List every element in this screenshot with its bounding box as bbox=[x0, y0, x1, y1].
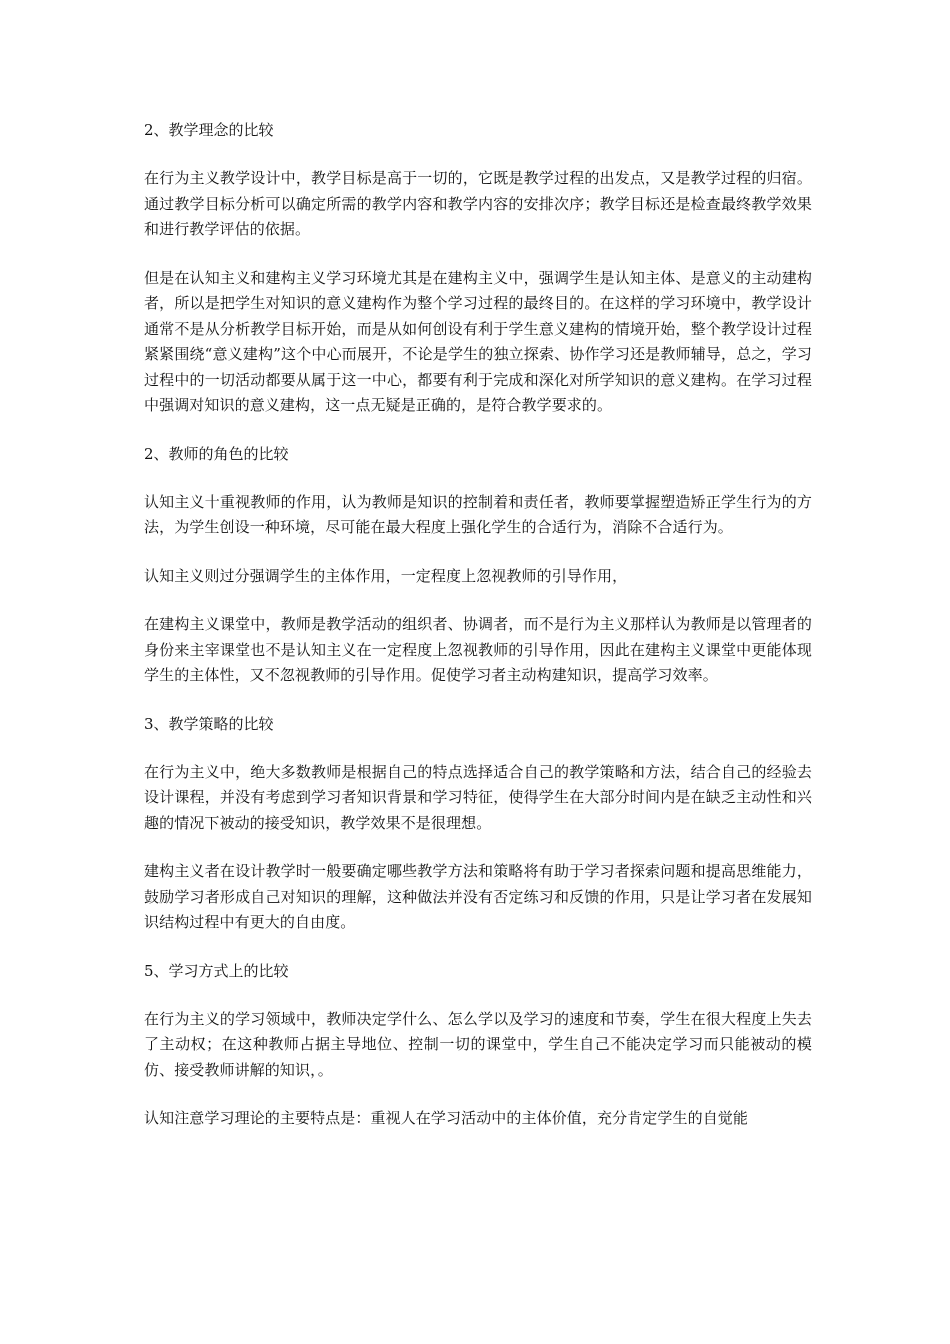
section-heading: 3、教学策略的比较 bbox=[144, 714, 274, 733]
section-learning-style bbox=[144, 959, 812, 1132]
paragraph: 认知主义则过分强调学生的主体作用，一定程度上忽视教师的引导作用， bbox=[144, 566, 628, 585]
document-page bbox=[144, 118, 812, 1154]
section-heading: 2、教学理念的比较 bbox=[144, 121, 274, 139]
paragraph: 在建构主义课堂中，教师是教学活动的组织者、协调者，而不是行为主义那样认为教师是以管理者的身份来主宰课堂也不是认知主义在一定程度上忽视教师的引导作用，因此在建构主义课堂中更能体现学生的主体性，又不忽视教师的引导作用。促使学习者主动构建知识，提高学习效率。 bbox=[144, 615, 812, 684]
section-heading: 5、学习方式上的比较 bbox=[144, 961, 289, 980]
section-teacher-role bbox=[144, 442, 812, 689]
paragraph: 在行为主义中，绝大多数教师是根据自己的特点选择适合自己的教学策略和方法，结合自己的经验去设计课程，并没有考虑到学习者知识背景和学习特征，使得学生在大部分时间内是在缺乏主动性和兴趣的情况下被动的接受知识，教学效果不是很理想。 bbox=[144, 762, 812, 832]
paragraph-truncated: 认知注意学习理论的主要特点是：重视人在学习活动中的主体价值，充分肯定学生的自觉能 bbox=[144, 1109, 749, 1127]
paragraph: 在行为主义教学设计中，教学目标是高于一切的，它既是教学过程的出发点，又是教学过程的归宿。通过教学目标分析可以确定所需的教学内容和教学内容的安排次序；教学目标还是检查最终教学效果和进行教学评估的依据。 bbox=[144, 169, 812, 238]
paragraph: 在行为主义的学习领域中，教师决定学什么、怎么学以及学习的速度和节奏，学生在很大程度上失去了主动权；在这种教师占据主导地位、控制一切的课堂中，学生自己不能决定学习而只能被动的模仿、接受教师讲解的知识，。 bbox=[144, 1009, 812, 1079]
paragraph: 建构主义者在设计教学时一般要确定哪些教学方法和策略将有助于学习者探索问题和提高思维能力，鼓励学习者形成自己对知识的理解，这种做法并没有否定练习和反馈的作用，只是让学习者在发展知识结构过程中有更大的自由度。 bbox=[144, 862, 812, 931]
section-teaching-strategy bbox=[144, 712, 812, 936]
paragraph: 但是在认知主义和建构主义学习环境尤其是在建构主义中，强调学生是认知主体、是意义的主动建构者，所以是把学生对知识的意义建构作为整个学习过程的最终目的。在这样的学习环境中，教学设计通常不是从分析教学目标开始，而是从如何创设有利于学生意义建构的情境开始，整个教学设计过程紧紧围绕“意义建构”这个中心而展开，不论是学生的独立探索、协作学习还是教师辅导，总之，学习过程中的一切活动都要从属于这一中心，都要有利于完成和深化对所学知识的意义建构。在学习过程中强调对知识的意义建构，这一点无疑是正确的，是符合教学要求的。 bbox=[144, 268, 812, 414]
section-heading: 2、教师的角色的比较 bbox=[144, 444, 289, 463]
paragraph: 认知主义十重视教师的作用，认为教师是知识的控制着和责任者，教师要掌握塑造矫正学生行为的方法，为学生创设一种环境，尽可能在最大程度上强化学生的合适行为，消除不合适行为。 bbox=[144, 492, 812, 536]
section-teaching-philosophy bbox=[144, 118, 812, 419]
